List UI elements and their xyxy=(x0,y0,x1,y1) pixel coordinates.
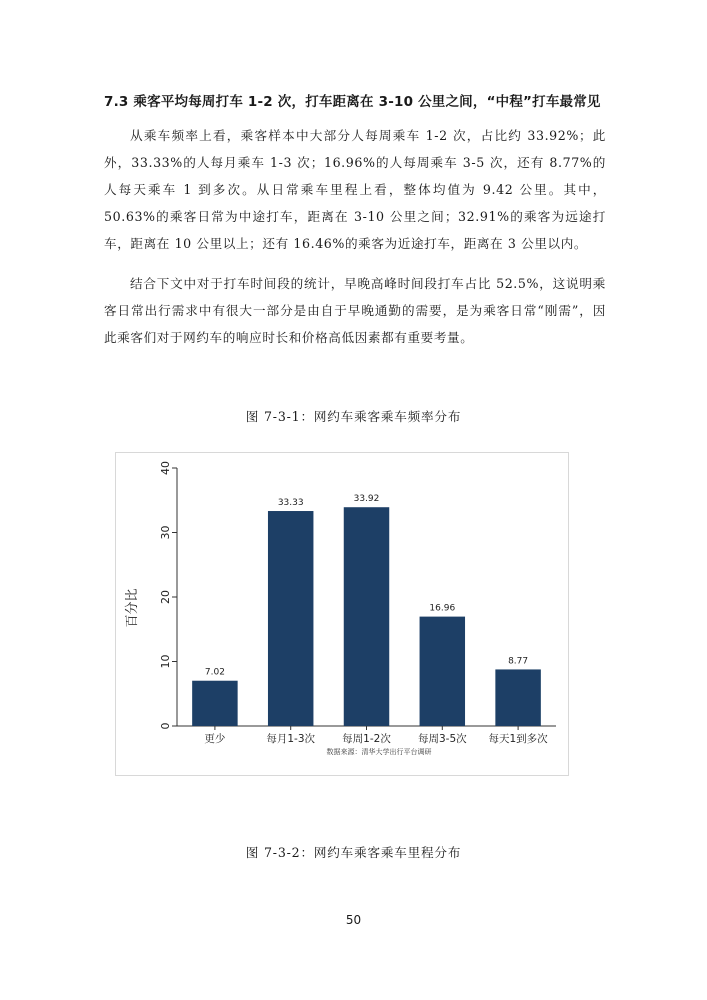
chart-source-note: 数据来源：清华大学出行平台调研 xyxy=(326,748,432,756)
bar xyxy=(268,511,313,726)
y-tick-label: 40 xyxy=(158,461,172,475)
category-label: 每月1-3次 xyxy=(266,733,316,745)
bar xyxy=(192,681,237,726)
figure-caption-frequency: 图 7-3-1：网约车乘客乘车频率分布 xyxy=(245,409,462,424)
page-number: 50 xyxy=(345,913,362,927)
category-labels xyxy=(204,732,548,745)
bars xyxy=(192,507,541,726)
bar xyxy=(420,617,465,726)
y-tick-label: 30 xyxy=(158,525,172,540)
bar-value-label: 33.92 xyxy=(353,494,380,505)
category-label: 每周1-2次 xyxy=(342,733,391,745)
y-tick-label: 20 xyxy=(158,590,172,604)
y-axis xyxy=(159,461,177,730)
bar xyxy=(495,669,540,726)
bar-value-label: 16.96 xyxy=(429,603,456,614)
bar-value-label: 8.77 xyxy=(508,656,529,667)
bar-value-label: 7.02 xyxy=(204,667,225,678)
bar-value-label: 33.33 xyxy=(277,498,304,509)
x-axis xyxy=(177,726,556,730)
category-label: 每周3-5次 xyxy=(417,733,467,745)
category-label: 更少 xyxy=(204,733,226,745)
paragraph-ride-frequency: 从乘车频率上看，乘客样本中大部分人每周乘车 1-2 次，占比约 33.92%；此外，33.33%的人每月乘车 1-3 次；16.96%的人每周乘车 3-5 次，还有 8.77%的人每天乘车 1 到多次。从日常乘车里程上看，整体均值为 9.42 公里。其中，50.63%的乘客日常为中途打车，距离在 3-10 公里之间；32.91%的乘客为远途打车，距离在 10 公里以上；还有 16.46%的乘客为近途打车，距离在 3 公里以内。 xyxy=(104,128,606,251)
y-tick-label: 0 xyxy=(158,722,172,730)
frequency-bar-chart xyxy=(116,453,568,775)
bar xyxy=(344,507,389,726)
y-axis-title: 百分比 xyxy=(125,588,140,628)
category-label: 每天1到多次 xyxy=(488,733,548,745)
y-tick-label: 10 xyxy=(158,654,172,669)
section-heading: 7.3 乘客平均每周打车 1-2 次，打车距离在 3-10 公里之间，“中程”打车最常见 xyxy=(104,94,601,110)
paragraph-peak-hours: 结合下文中对于打车时间段的统计，早晚高峰时间段打车占比 52.5%，这说明乘客日常出行需求中有很大一部分是由自于早晚通勤的需要，是为乘客日常“刚需”，因此乘客们对于网约车的响应时长和价格高低因素都有重要考量。 xyxy=(104,276,606,345)
chart-frame xyxy=(115,452,569,776)
figure-caption-distance: 图 7-3-2：网约车乘客乘车里程分布 xyxy=(245,845,462,860)
